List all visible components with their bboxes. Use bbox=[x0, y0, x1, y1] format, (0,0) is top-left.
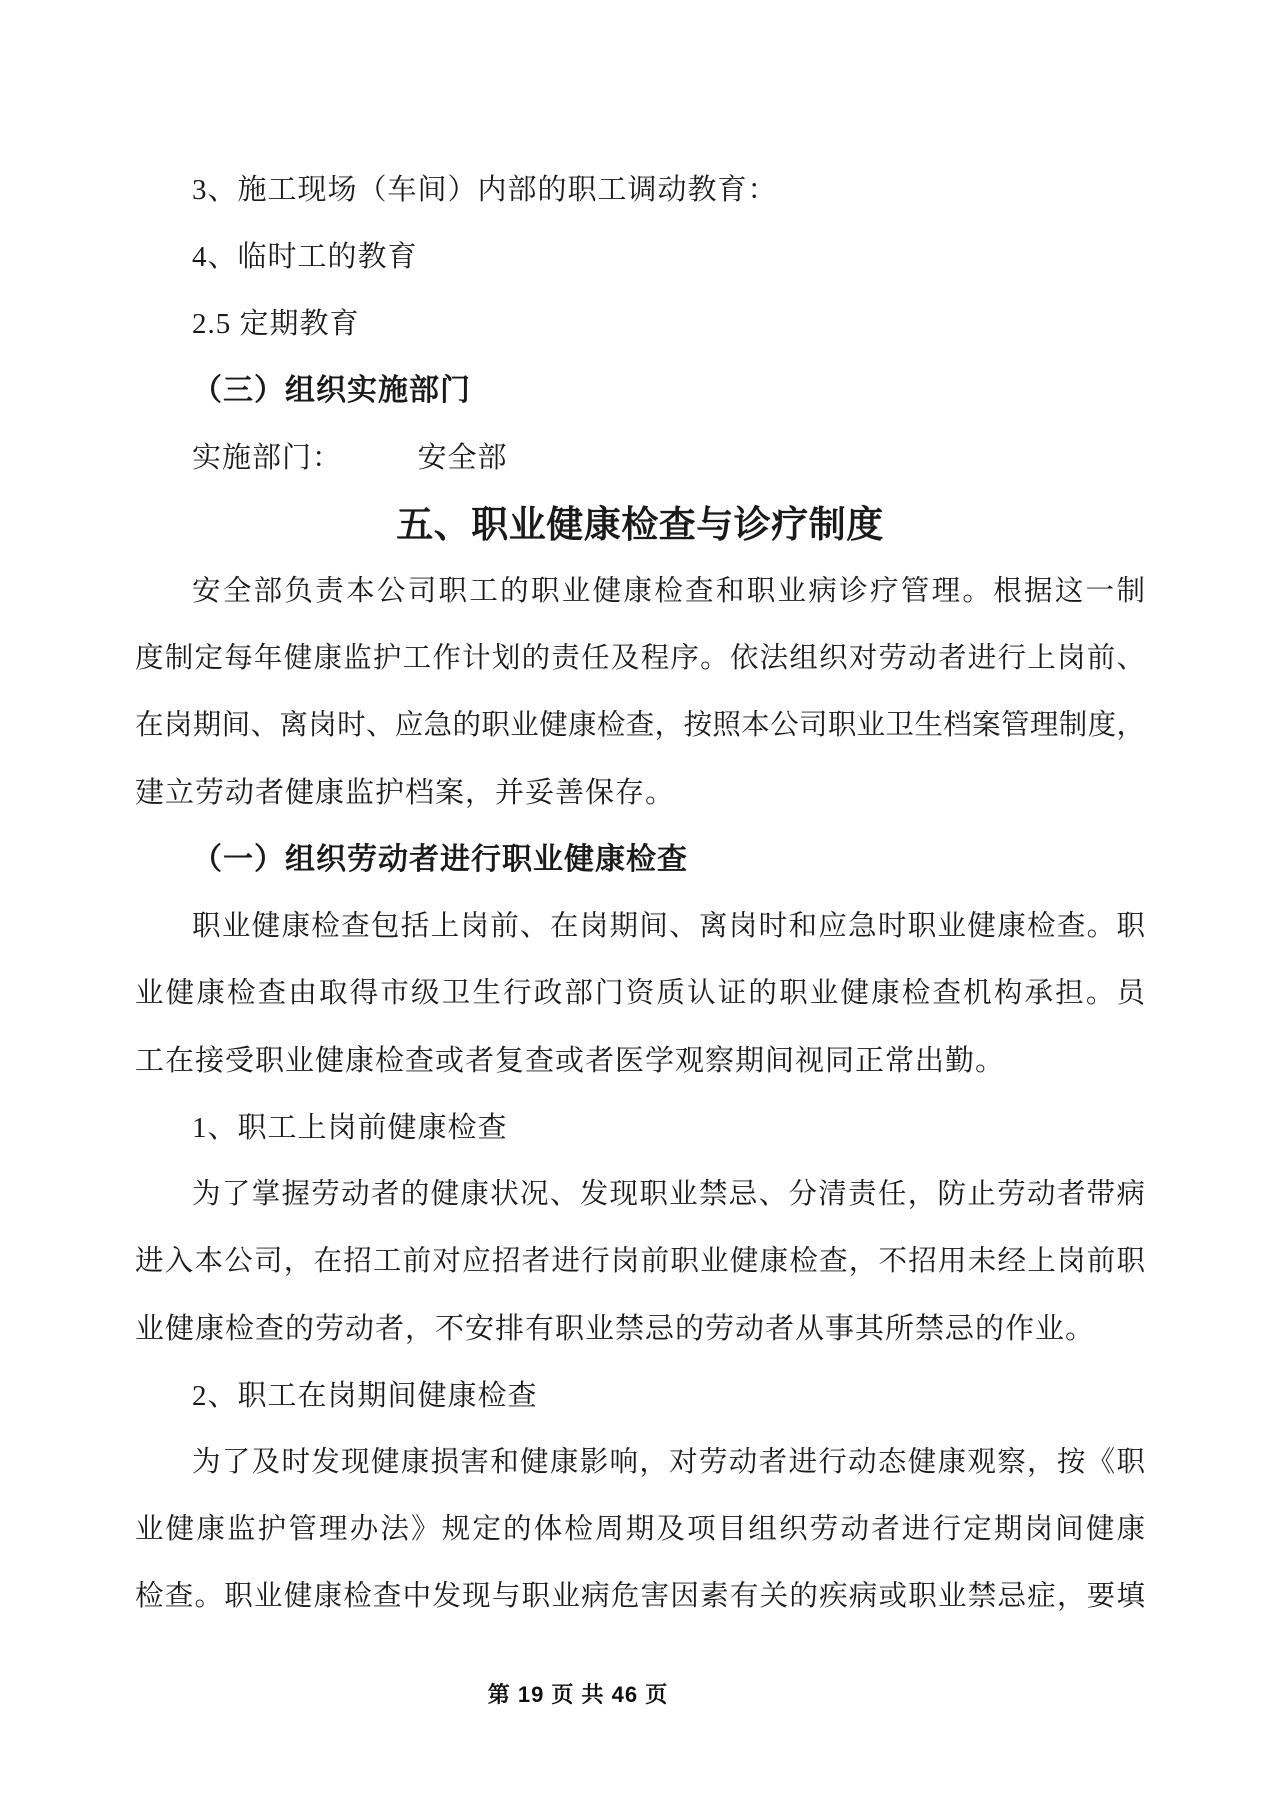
body-line: 建立劳动者健康监护档案，并妥善保存。 bbox=[135, 777, 676, 809]
body-line: 工在接受职业健康检查或者复查或者医学观察期间视同正常出勤。 bbox=[135, 1045, 1006, 1077]
heading-section-1: （一）组织劳动者进行职业健康检查 bbox=[192, 843, 688, 876]
page-number-footer: 第 19 页 共 46 页 bbox=[487, 1682, 669, 1707]
body-line: 业健康检查由取得市级卫生行政部门资质认证的职业健康检查机构承担。员 bbox=[135, 978, 1145, 1009]
subheading-1: 1、职工上岗前健康检查 bbox=[192, 1112, 508, 1144]
body-line: 进入本公司，在招工前对应招者进行岗前职业健康检查，不招用未经上岗前职 bbox=[135, 1246, 1145, 1277]
subheading-2: 2、职工在岗期间健康检查 bbox=[192, 1380, 538, 1412]
chapter-title: 五、职业健康检查与诊疗制度 bbox=[396, 504, 884, 545]
list-item-4: 4、临时工的教育 bbox=[192, 241, 418, 273]
body-line: 职业健康检查包括上岗前、在岗期间、离岗时和应急时职业健康检查。职 bbox=[192, 911, 1145, 942]
body-line: 为了及时发现健康损害和健康影响，对劳动者进行动态健康观察，按《职 bbox=[192, 1447, 1145, 1478]
body-line: 安全部负责本公司职工的职业健康检查和职业病诊疗管理。根据这一制 bbox=[192, 576, 1145, 607]
list-item-3: 3、施工现场（车间）内部的职工调动教育： bbox=[192, 174, 778, 206]
heading-section-3: （三）组织实施部门 bbox=[192, 374, 471, 407]
list-item-2-5: 2.5 定期教育 bbox=[192, 308, 360, 340]
body-line: 检查。职业健康检查中发现与职业病危害因素有关的疾病或职业禁忌症，要填 bbox=[135, 1581, 1145, 1612]
body-line: 度制定每年健康监护工作计划的责任及程序。依法组织对劳动者进行上岗前、 bbox=[135, 643, 1145, 674]
body-line: 业健康检查的劳动者，不安排有职业禁忌的劳动者从事其所禁忌的作业。 bbox=[135, 1313, 1096, 1345]
body-line: 在岗期间、离岗时、应急的职业健康检查，按照本公司职业卫生档案管理制度， bbox=[135, 710, 1145, 741]
implementing-department-line: 实施部门： 安全部 bbox=[192, 442, 508, 474]
body-line: 业健康监护管理办法》规定的体检周期及项目组织劳动者进行定期岗间健康 bbox=[135, 1514, 1145, 1545]
body-line: 为了掌握劳动者的健康状况、发现职业禁忌、分清责任，防止劳动者带病 bbox=[192, 1179, 1145, 1210]
